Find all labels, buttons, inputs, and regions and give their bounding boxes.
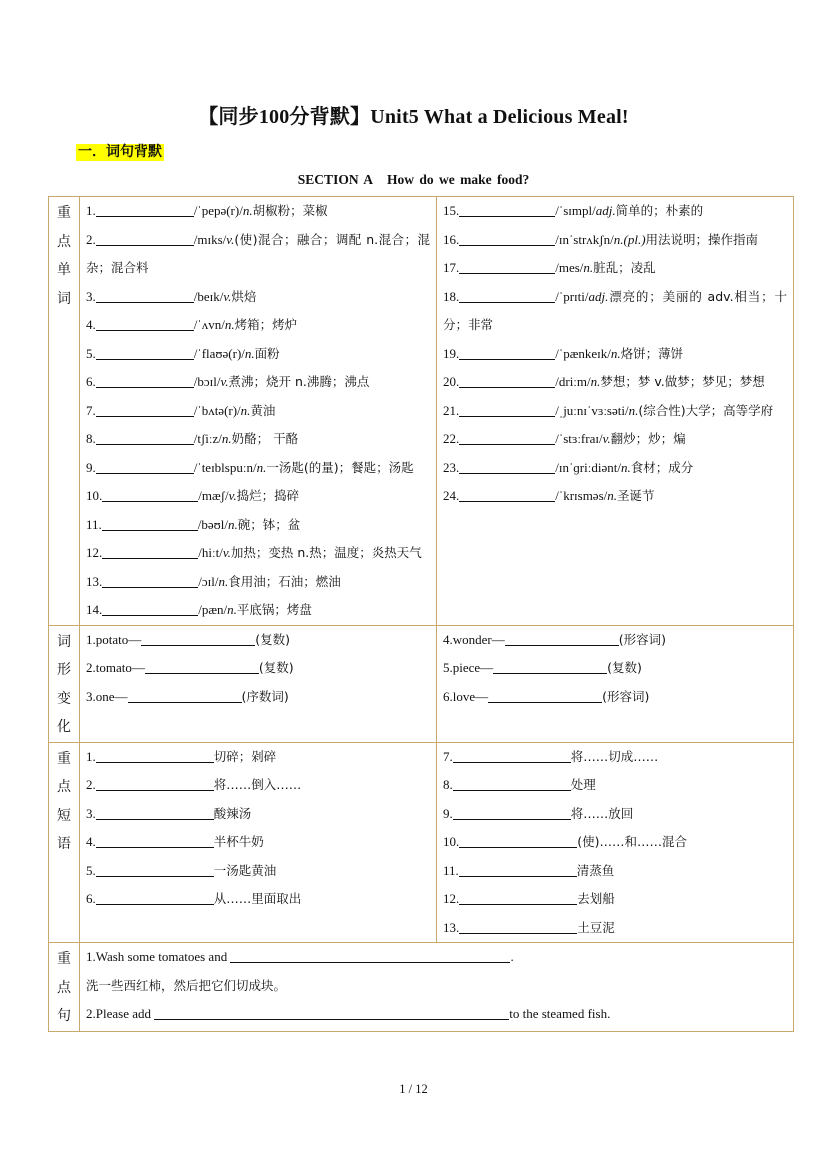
vocab-item — [86, 226, 430, 283]
vocab-number: 3. — [86, 288, 96, 304]
vocab-left-column — [80, 197, 436, 625]
vocab-item — [443, 425, 787, 454]
vocab-pronunciation: /mæʃ/ — [198, 488, 229, 503]
vocab-item — [86, 197, 430, 226]
vocab-number: 10. — [86, 488, 103, 503]
vocab-blank[interactable] — [96, 402, 194, 417]
sentence-2 — [86, 1000, 787, 1029]
vocab-part-of-speech: v. — [228, 488, 237, 503]
word-form-text: 1.potato— — [86, 631, 142, 647]
word-form-text: 6.love— — [443, 688, 489, 704]
vocab-meaning: 面粉 — [254, 345, 280, 361]
vocab-blank[interactable] — [96, 316, 194, 331]
vocab-pronunciation: /mɪks/ — [193, 231, 227, 247]
vocab-part-of-speech: n. — [221, 431, 232, 446]
sentence-2-suffix: to the steamed fish. — [509, 1006, 611, 1021]
vocab-meaning: 梦想；梦 v.做梦；梦见；梦想 — [600, 374, 765, 389]
vocab-part-of-speech: n. — [590, 374, 601, 389]
section-label-char: 词 — [57, 633, 71, 650]
phrase-number: 9. — [443, 805, 453, 821]
vocab-right-column — [437, 197, 793, 511]
vocab-part-of-speech: n. — [583, 260, 594, 275]
sentences-label — [49, 943, 80, 1032]
word-form-item — [443, 683, 787, 712]
vocab-number: 20. — [443, 374, 460, 389]
vocab-pronunciation: /ˌjuːnɪˈvɜːsəti/ — [555, 402, 629, 418]
section-label-char: 词 — [57, 290, 71, 307]
vocab-blank[interactable] — [96, 373, 194, 388]
vocab-blank[interactable] — [459, 430, 555, 445]
vocab-number: 17. — [443, 260, 460, 275]
vocab-number: 18. — [443, 288, 460, 304]
vocab-pronunciation: /ˈsɪmpl/ — [555, 203, 596, 218]
phrase-number: 10. — [443, 834, 460, 849]
phrase-item — [443, 743, 787, 772]
phrase-blank[interactable] — [96, 748, 214, 763]
vocab-blank[interactable] — [96, 288, 194, 303]
vocab-pronunciation: /ˈteɪblspuːn/ — [193, 459, 257, 475]
vocab-part-of-speech: v. — [222, 545, 231, 560]
vocab-blank[interactable] — [96, 459, 194, 474]
phrase-number: 6. — [86, 891, 96, 906]
vocab-blank[interactable] — [102, 516, 198, 531]
sentence-1-translation: 洗一些西红柿，然后把它们切成块。 — [86, 977, 287, 993]
vocab-part-of-speech: v. — [226, 231, 235, 247]
vocab-item — [86, 482, 430, 511]
vocab-part-of-speech: n. — [620, 459, 631, 475]
vocab-meaning: 圣诞节 — [617, 488, 655, 503]
vocab-number: 6. — [86, 374, 96, 389]
word-form-blank[interactable] — [145, 659, 259, 674]
vocab-blank[interactable] — [459, 373, 555, 388]
vocab-pronunciation: /ɪnˈstrʌkʃn/ — [555, 231, 614, 247]
vocab-meaning: 加热；变热 n.热；温度；炎热天气 — [230, 545, 422, 560]
vocab-blank[interactable] — [459, 231, 555, 246]
vocab-item — [86, 596, 430, 625]
phrase-meaning: 土豆泥 — [577, 919, 615, 935]
vocab-part-of-speech: n. — [227, 602, 237, 617]
worksheet-table — [48, 196, 794, 1032]
vocab-number: 15. — [443, 203, 460, 218]
section-label-char: 化 — [57, 719, 71, 735]
vocab-meaning: (使)混合；融合；调配 n.混合；混杂；混合料 — [86, 231, 430, 275]
section-heading: 一．词句背默 — [78, 144, 162, 160]
phrase-number: 7. — [443, 748, 453, 764]
word-form-item — [86, 683, 430, 712]
section-label-char: 句 — [57, 1008, 71, 1024]
phrase-number: 8. — [443, 777, 453, 792]
vocab-pronunciation: /ˈbʌtə(r)/ — [193, 402, 241, 418]
word-form-item — [443, 654, 787, 683]
vocab-item — [86, 283, 430, 312]
vocab-blank[interactable] — [459, 402, 555, 417]
vocab-part-of-speech: n. — [224, 317, 235, 332]
phrase-meaning: 从……里面取出 — [213, 891, 302, 906]
vocab-pronunciation: /bɔɪl/ — [193, 374, 221, 389]
vocab-part-of-speech: v. — [602, 431, 611, 446]
vocab-label — [49, 197, 80, 626]
word-form-blank[interactable] — [488, 688, 602, 703]
word-form-text: 4.wonder— — [443, 631, 505, 647]
vocab-part-of-speech: v. — [223, 288, 232, 304]
vocab-pronunciation: /pæn/ — [198, 602, 228, 617]
vocab-part-of-speech: n. — [218, 573, 229, 589]
vocab-item — [443, 368, 787, 397]
word-forms-row — [49, 625, 794, 742]
phrase-number: 5. — [86, 862, 96, 878]
vocab-meaning: 烤箱；烤炉 — [234, 317, 298, 332]
section-label-char: 重 — [57, 951, 71, 967]
vocab-item — [86, 425, 430, 454]
sentence-1 — [86, 943, 787, 972]
phrase-item — [443, 885, 787, 914]
vocab-blank[interactable] — [459, 202, 555, 217]
vocab-pronunciation: /ˈstɜːfraɪ/ — [555, 431, 603, 446]
vocab-part-of-speech: n. — [610, 345, 621, 361]
vocab-item — [86, 368, 430, 397]
phrase-blank[interactable] — [96, 890, 214, 905]
word-form-note: (复数) — [255, 631, 291, 647]
vocab-part-of-speech: adj. — [588, 288, 609, 304]
word-form-note: (序数词) — [241, 688, 289, 704]
phrase-blank[interactable] — [96, 862, 214, 877]
phrase-meaning: 切碎；剁碎 — [213, 748, 277, 764]
sentence-2-blank[interactable] — [154, 1005, 509, 1020]
vocab-meaning: 漂亮的；美丽的 adv.相当；十分；非常 — [443, 288, 787, 332]
word-form-blank[interactable] — [128, 688, 242, 703]
vocab-meaning: 碗；钵；盆 — [237, 516, 301, 532]
phrase-blank[interactable] — [453, 748, 571, 763]
phrase-item — [443, 914, 787, 943]
word-form-blank[interactable] — [141, 631, 255, 646]
section-label-char: 点 — [57, 233, 71, 250]
phrase-blank[interactable] — [453, 805, 571, 820]
vocab-pronunciation: /beɪk/ — [193, 288, 224, 304]
vocab-meaning: 黄油 — [250, 402, 276, 418]
vocab-part-of-speech: n. — [607, 488, 617, 503]
section-label-char: 点 — [57, 779, 71, 795]
sentence-1-blank[interactable] — [230, 948, 510, 963]
vocab-part-of-speech: n. — [613, 231, 624, 247]
vocab-number: 1. — [86, 203, 96, 218]
vocab-blank[interactable] — [102, 573, 198, 588]
vocab-number: 22. — [443, 431, 460, 446]
phrase-blank[interactable] — [96, 776, 214, 791]
vocab-part-of-speech: n. — [256, 459, 267, 475]
vocab-pronunciation: /ˈpænkeɪk/ — [555, 345, 611, 361]
phrase-meaning: 酸辣汤 — [213, 805, 252, 821]
vocab-blank[interactable] — [459, 288, 555, 303]
phrase-meaning: (使)……和……混合 — [577, 834, 688, 849]
phrases-left-column — [80, 743, 436, 914]
vocab-number: 8. — [86, 431, 96, 446]
vocab-item — [443, 197, 787, 226]
vocab-meaning: 简单的；朴素的 — [615, 203, 704, 218]
section-label-char: 单 — [57, 262, 71, 278]
phrase-number: 12. — [443, 891, 460, 906]
vocab-number: 5. — [86, 345, 96, 361]
vocab-item — [443, 283, 787, 340]
word-forms-label — [49, 625, 80, 742]
vocab-number: 14. — [86, 602, 103, 617]
vocab-item — [86, 568, 430, 597]
phrases-label — [49, 742, 80, 943]
vocab-meaning: (综合性)大学；高等学府 — [638, 402, 774, 418]
phrase-meaning: 半杯牛奶 — [213, 834, 264, 849]
vocab-item — [86, 511, 430, 540]
vocab-item — [443, 454, 787, 483]
phrases-right-column — [437, 743, 793, 943]
sentences-row — [49, 943, 794, 1032]
phrase-meaning: 去划船 — [577, 891, 615, 906]
vocab-meaning: 平底锅；烤盘 — [236, 602, 312, 617]
vocab-part-of-speech: n. — [228, 516, 238, 532]
vocab-blank[interactable] — [102, 487, 198, 502]
section-label-char: 重 — [57, 750, 71, 767]
phrase-item — [443, 857, 787, 886]
vocab-meaning: 烙饼；薄饼 — [620, 345, 684, 361]
vocab-pronunciation: /bəʊl/ — [197, 516, 229, 532]
phrase-meaning: 将……切成…… — [570, 748, 659, 764]
section-a-question: How do we make food? — [386, 172, 530, 187]
phrase-blank[interactable] — [459, 890, 577, 905]
vocab-blank[interactable] — [96, 345, 194, 360]
vocab-pronunciation: /ɔɪl/ — [198, 573, 219, 589]
vocab-pronunciation: /ˈflaʊə(r)/ — [193, 345, 245, 361]
vocab-item — [443, 226, 787, 255]
phrase-number: 2. — [86, 777, 96, 792]
phrase-item — [86, 800, 430, 829]
vocab-item — [443, 482, 787, 511]
vocab-pronunciation: /ɪnˈɡriːdiənt/ — [555, 459, 621, 475]
vocab-number: 7. — [86, 402, 96, 418]
phrase-blank[interactable] — [459, 919, 577, 934]
vocab-meaning: 脏乱；凌乱 — [593, 260, 656, 275]
word-form-text: 3.one— — [86, 688, 128, 704]
vocab-number: 21. — [443, 402, 460, 418]
sentence-1-prefix: 1.Wash some tomatoes and — [86, 949, 228, 964]
section-label-char: 变 — [57, 690, 71, 707]
word-form-note: (复数) — [258, 660, 294, 675]
phrase-item — [86, 828, 430, 857]
section-label-char: 重 — [57, 205, 71, 221]
phrase-item — [86, 743, 430, 772]
vocab-pronunciation: /mes/ — [555, 260, 584, 275]
vocab-item — [443, 340, 787, 369]
word-form-blank[interactable] — [505, 631, 619, 646]
phrase-number: 4. — [86, 834, 96, 849]
phrase-item — [443, 828, 787, 857]
phrase-item — [86, 771, 430, 800]
vocab-extra: (pl.) — [623, 231, 646, 247]
vocab-blank[interactable] — [96, 231, 194, 246]
phrase-blank[interactable] — [96, 805, 214, 820]
vocab-part-of-speech: v. — [220, 374, 229, 389]
vocab-item — [86, 454, 430, 483]
vocab-blank[interactable] — [459, 487, 555, 502]
phrase-meaning: 处理 — [570, 777, 596, 792]
phrase-meaning: 一汤匙黄油 — [213, 862, 277, 878]
phrase-number: 11. — [443, 862, 459, 878]
phrase-blank[interactable] — [96, 833, 214, 848]
vocab-pronunciation: /ˈkrɪsməs/ — [555, 488, 608, 503]
vocab-blank[interactable] — [96, 430, 194, 445]
word-form-item — [86, 626, 430, 655]
vocab-pronunciation: /ˈʌvn/ — [193, 317, 225, 332]
vocab-number: 24. — [443, 488, 460, 503]
vocab-number: 19. — [443, 345, 460, 361]
vocab-item — [86, 397, 430, 426]
page-title: 【同步100分背默】Unit5 What a Delicious Meal! — [198, 106, 629, 128]
phrase-item — [86, 885, 430, 914]
section-a-title — [0, 172, 827, 188]
vocab-meaning: 捣烂；捣碎 — [236, 488, 300, 503]
word-forms-right-column — [437, 626, 793, 712]
vocab-part-of-speech: n. — [628, 402, 639, 418]
page-number: 1 / 12 — [399, 1082, 428, 1096]
vocab-pronunciation: /driːm/ — [555, 374, 591, 389]
word-forms-left-column — [80, 626, 436, 712]
vocab-pronunciation: /tʃiːz/ — [193, 431, 222, 446]
vocab-pronunciation: /ˈpepə(r)/ — [193, 203, 243, 218]
word-form-text: 5.piece— — [443, 660, 494, 675]
vocab-meaning: 食用油；石油；燃油 — [228, 573, 341, 589]
vocab-part-of-speech: n. — [242, 203, 253, 218]
vocab-row — [49, 197, 794, 626]
vocab-meaning: 胡椒粉；菜椒 — [252, 203, 328, 218]
phrase-item — [443, 771, 787, 800]
vocab-number: 16. — [443, 231, 460, 247]
vocab-item — [443, 254, 787, 283]
phrases-row — [49, 742, 794, 943]
word-form-note: (形容词) — [602, 688, 650, 704]
vocab-meaning: 食材；成分 — [630, 459, 694, 475]
vocab-number: 11. — [86, 516, 102, 532]
vocab-blank[interactable] — [102, 601, 198, 616]
section-a-label: SECTION A — [297, 172, 373, 187]
vocab-number: 4. — [86, 317, 96, 332]
vocab-meaning: 翻炒；炒；煸 — [610, 431, 686, 446]
vocab-pronunciation: /hiːt/ — [198, 545, 223, 560]
phrase-blank[interactable] — [453, 776, 571, 791]
vocab-meaning: 用法说明；操作指南 — [645, 231, 759, 247]
vocab-pronunciation: /ˈprɪti/ — [555, 288, 589, 304]
vocab-blank[interactable] — [96, 202, 194, 217]
vocab-meaning: 煮沸；烧开 n.沸腾；沸点 — [228, 374, 370, 389]
vocab-blank[interactable] — [459, 459, 555, 474]
vocab-part-of-speech: n. — [244, 345, 255, 361]
phrase-meaning: 清蒸鱼 — [576, 862, 615, 878]
phrase-item — [86, 857, 430, 886]
phrase-item — [443, 800, 787, 829]
word-form-item — [443, 626, 787, 655]
phrase-blank[interactable] — [459, 833, 577, 848]
vocab-part-of-speech: adj. — [595, 203, 616, 218]
vocab-part-of-speech: n. — [240, 402, 251, 418]
vocab-number: 12. — [86, 545, 103, 560]
sentences-cell — [80, 943, 793, 1029]
word-form-text: 2.tomato— — [86, 660, 145, 675]
vocab-item — [443, 397, 787, 426]
phrase-number: 1. — [86, 748, 96, 764]
phrase-number: 3. — [86, 805, 96, 821]
vocab-number: 9. — [86, 459, 96, 475]
word-form-note: (形容词) — [618, 631, 667, 647]
section-label-char: 形 — [57, 662, 71, 678]
section-label-char: 点 — [57, 979, 71, 996]
vocab-blank[interactable] — [102, 544, 198, 559]
phrase-meaning: 将……放回 — [570, 805, 634, 821]
vocab-number: 2. — [86, 231, 96, 247]
section-label-char: 语 — [57, 836, 71, 852]
sentence-1-suffix: . — [510, 949, 514, 964]
word-form-note: (复数) — [607, 660, 642, 675]
word-form-blank[interactable] — [493, 659, 607, 674]
vocab-item — [86, 311, 430, 340]
phrase-blank[interactable] — [459, 862, 577, 877]
phrase-number: 13. — [443, 919, 460, 935]
vocab-item — [86, 340, 430, 369]
vocab-blank[interactable] — [459, 259, 555, 274]
sentence-2-prefix: 2.Please add — [86, 1006, 151, 1021]
vocab-item — [86, 539, 430, 568]
phrase-meaning: 将……倒入…… — [213, 777, 302, 792]
word-form-item — [86, 654, 430, 683]
vocab-meaning: 烘焙 — [231, 288, 257, 304]
vocab-number: 13. — [86, 573, 103, 589]
vocab-number: 23. — [443, 459, 460, 475]
vocab-meaning: 一汤匙(的量)；餐匙；汤匙 — [266, 459, 414, 475]
section-label-char: 短 — [57, 807, 71, 824]
vocab-blank[interactable] — [459, 345, 555, 360]
vocab-meaning: 奶酪； 干酪 — [231, 431, 299, 446]
